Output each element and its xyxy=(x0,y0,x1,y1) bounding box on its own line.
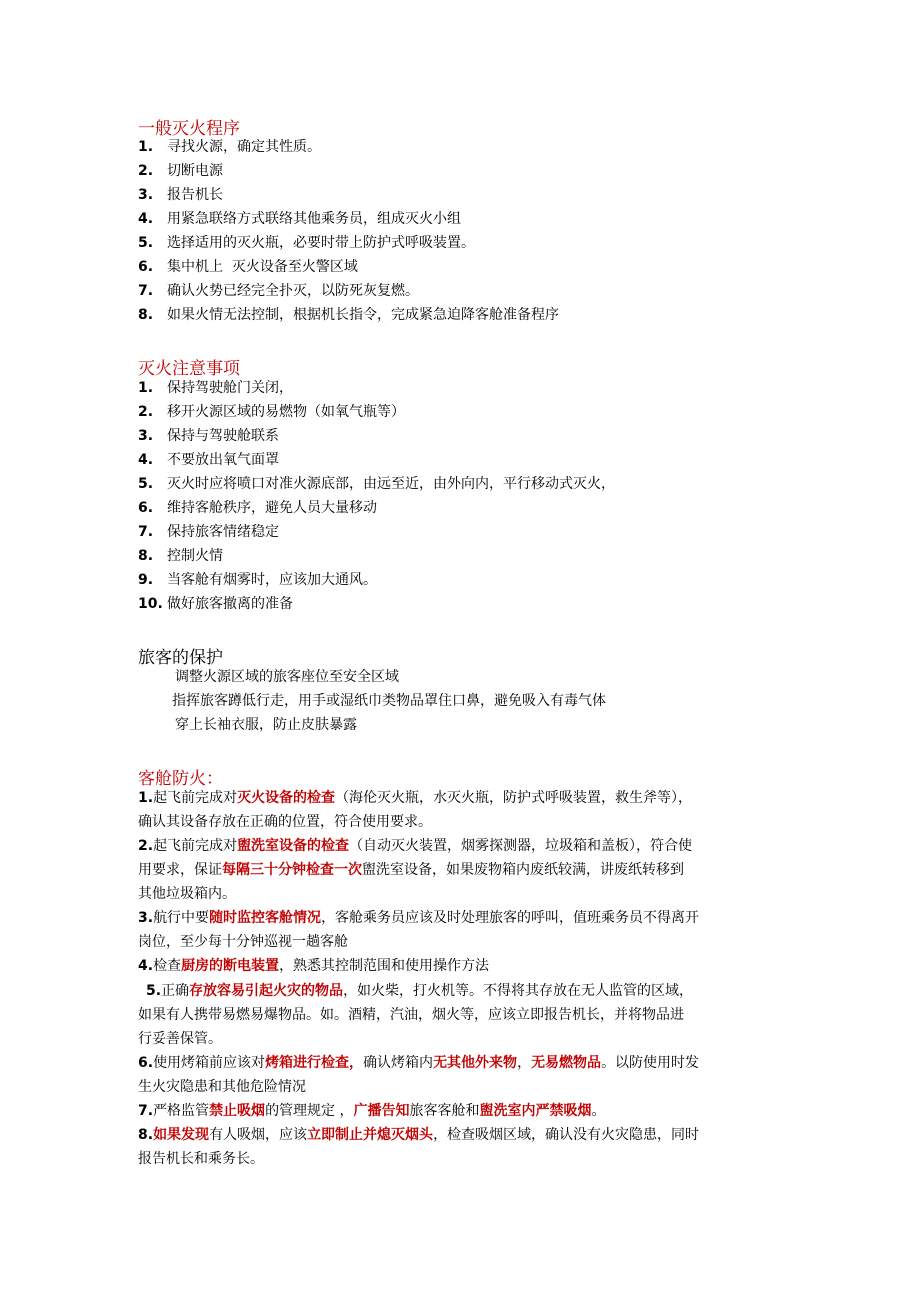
protection-line: 指挥旅客蹲低行走，用手或湿纸巾类物品罩住口鼻，避免吸入有毒气体 xyxy=(172,693,606,709)
protection-line: 调整火源区域的旅客座位至安全区域 xyxy=(175,669,399,685)
list-item: 7. 确认火势已经完全扑灭，以防死灰复燃。 xyxy=(138,283,419,299)
section-title-cabin-fire-prevention: 客舱防火： xyxy=(138,769,223,789)
list-item: 7. 保持旅客情绪稳定 xyxy=(138,524,279,540)
list-item: 5. 灭火时应将喷口对准火源底部，由远至近，由外向内，平行移动式灭火， xyxy=(138,476,615,492)
section-title-passenger-protection: 旅客的保护 xyxy=(138,648,223,668)
section-title-fire-precautions: 灭火注意事项 xyxy=(138,359,240,379)
list-item: 9. 当客舱有烟雾时，应该加大通风。 xyxy=(138,572,377,588)
list-item: 4. 不要放出氧气面罩 xyxy=(138,452,279,468)
list-item: 3. 保持与驾驶舱联系 xyxy=(138,428,279,444)
list-item: 2. 移开火源区域的易燃物（如氧气瓶等） xyxy=(138,404,405,420)
list-item: 5. 选择适用的灭火瓶，必要时带上防护式呼吸装置。 xyxy=(138,235,475,251)
document-page: 一般灭火程序 1. 寻找火源，确定其性质。 2. 切断电源 3. 报告机长 4. 用紧急联络方式联络其他乘务员，组成灭火小组 5. 选择适用的灭火瓶，必要时带上防护式呼吸装置。 6. 集中机上 灭火设备至火警区域 7. 确认火势已经完全扑灭，以防死灰复燃。 8. 如果火情无法控制，根据机长指令，完成紧急迫降客舱准备程序 灭火注意事项 1. 保持驾驶舱门关闭， 2. 移开火源区域的易燃物（如氧气瓶等） 3. 保持与驾驶舱联系 4. 不要放出氧气面罩 5. 灭火时应将喷口对准火源底部，由远至近，由外向内，平行移动式灭火， 6. 维持客舱秩序，避免人员大量移动 7. 保持旅客情绪稳定 8. 控制火情 9. 当客舱有烟雾时，应该加大通风。 10. 做好旅客撤离的准备 旅客的保护 调整火源区域的旅客座位至安全区域 指挥旅客蹲低行走，用手或湿纸巾类物品罩住口鼻，避免吸入有毒气体 穿上长袖衣服，防止皮肤暴露 客舱防火： 1.起飞前完成对灭火设备的检查（海伦灭火瓶，水灭火瓶，防护式呼吸装置，救生斧等）， 确认其设备存放在正确的位置，符合使用要求。 2.起飞前完成对盥洗室设备的检查（自动灭火装置，烟雾探测器，垃圾箱和盖板），符合使 用要求，保证每隔三十分钟检查一次盥洗室设备，如果废物箱内废纸较满，讲废纸转移到 其他垃圾箱内。 3.航行中要随时监控客舱情况，客舱乘务员应该及时处理旅客的呼叫，值班乘务员不得离开 岗位，至少每十分钟巡视一趟客舱 4.检查厨房的断电装置，熟悉其控制范围和使用操作方法 5.正确存放容易引起火灾的物品，如火柴，打火机等。不得将其存放在无人监管的区域， 如果有人携带易燃易爆物品。如。酒精，汽油，烟火等，应该立即报告机长，并将物品进 行妥善保管。 6.使用烤箱前应该对烤箱进行检查，确认烤箱内无其他外来物，无易燃物品。以防使用时发 生火灾隐患和其他危险情况 7.严格监管禁止吸烟的管理规定 ，广播告知旅客客舱和盥洗室内严禁吸烟。 8.如果发现有人吸烟，应该立即制止并熄灭烟头，检查吸烟区域，确认没有火灾隐患，同时 报告机长和乘务长。 xyxy=(0,0,920,1302)
list-item: 1. 寻找火源，确定其性质。 xyxy=(138,139,321,155)
list-item: 8. 控制火情 xyxy=(138,548,223,564)
list-item: 1. 保持驾驶舱门关闭， xyxy=(138,380,293,396)
section-title-fire-procedure: 一般灭火程序 xyxy=(138,119,240,139)
list-item: 6. 集中机上 灭火设备至火警区域 xyxy=(138,259,358,275)
list-item: 8. 如果火情无法控制，根据机长指令，完成紧急迫降客舱准备程序 xyxy=(138,307,559,323)
list-item: 4. 用紧急联络方式联络其他乘务员，组成灭火小组 xyxy=(138,211,461,227)
protection-line: 穿上长袖衣服，防止皮肤暴露 xyxy=(175,717,357,733)
list-item: 6. 维持客舱秩序，避免人员大量移动 xyxy=(138,500,377,516)
list-item: 10. 做好旅客撤离的准备 xyxy=(138,596,293,612)
list-item: 3. 报告机长 xyxy=(138,187,223,203)
list-item: 2. 切断电源 xyxy=(138,163,223,179)
